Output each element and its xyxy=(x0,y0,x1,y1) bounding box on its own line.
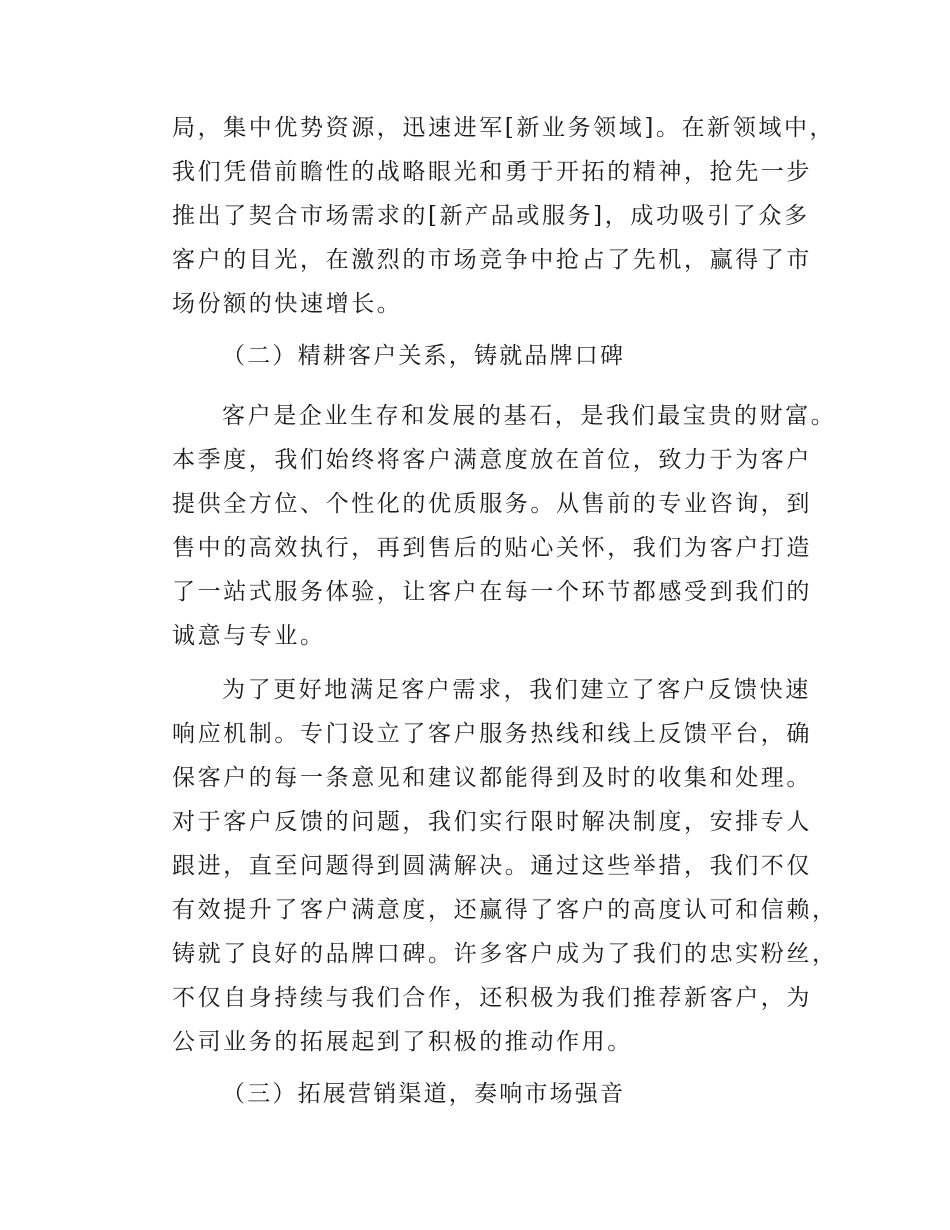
paragraph-2-line-2: 本季度，我们始终将客户满意度放在首位，致力于为客户 xyxy=(172,447,812,473)
paragraph-2-line-3: 提供全方位、个性化的优质服务。从售前的专业咨询，到 xyxy=(172,491,812,517)
paragraph-3-line-5: 跟进，直至问题得到圆满解决。通过这些举措，我们不仅 xyxy=(172,853,812,879)
paragraph-3-line-7: 铸就了良好的品牌口碑。许多客户成为了我们的忠实粉丝， xyxy=(172,941,838,967)
paragraph-1-line-5: 场份额的快速增长。 xyxy=(172,291,403,317)
paragraph-3-line-3: 保客户的每一条意见和建议都能得到及时的收集和处理。 xyxy=(172,765,812,791)
paragraph-2-line-1: 客户是企业生存和发展的基石，是我们最宝贵的财富。 xyxy=(222,403,837,429)
paragraph-1-line-4: 客户的目光，在激烈的市场竞争中抢占了先机，赢得了市 xyxy=(172,247,812,273)
paragraph-2-line-4: 售中的高效执行，再到售后的贴心关怀，我们为客户打造 xyxy=(172,535,812,561)
section-heading-3: （三）拓展营销渠道，奏响市场强音 xyxy=(222,1081,626,1107)
paragraph-3-line-8: 不仅自身持续与我们合作，还积极为我们推荐新客户，为 xyxy=(172,985,812,1011)
paragraph-3-line-4: 对于客户反馈的问题，我们实行限时解决制度，安排专人 xyxy=(172,809,812,835)
paragraph-3-line-2: 响应机制。专门设立了客户服务热线和线上反馈平台，确 xyxy=(172,721,812,747)
paragraph-2-line-5: 了一站式服务体验，让客户在每一个环节都感受到我们的 xyxy=(172,579,812,605)
paragraph-3-line-9: 公司业务的拓展起到了积极的推动作用。 xyxy=(172,1029,633,1055)
paragraph-3-line-1: 为了更好地满足客户需求，我们建立了客户反馈快速 xyxy=(222,677,811,703)
paragraph-3-line-6: 有效提升了客户满意度，还赢得了客户的高度认可和信赖， xyxy=(172,897,838,923)
paragraph-1-line-3: 推出了契合市场需求的[新产品或服务]，成功吸引了众多 xyxy=(172,203,810,229)
paragraph-1-line-2: 我们凭借前瞻性的战略眼光和勇于开拓的精神，抢先一步 xyxy=(172,159,812,185)
section-heading-2: （二）精耕客户关系，铸就品牌口碑 xyxy=(222,343,626,369)
paragraph-2-line-6: 诚意与专业。 xyxy=(172,623,326,649)
paragraph-1-line-1: 局，集中优势资源，迅速进军[新业务领域]。在新领域中， xyxy=(172,115,836,141)
